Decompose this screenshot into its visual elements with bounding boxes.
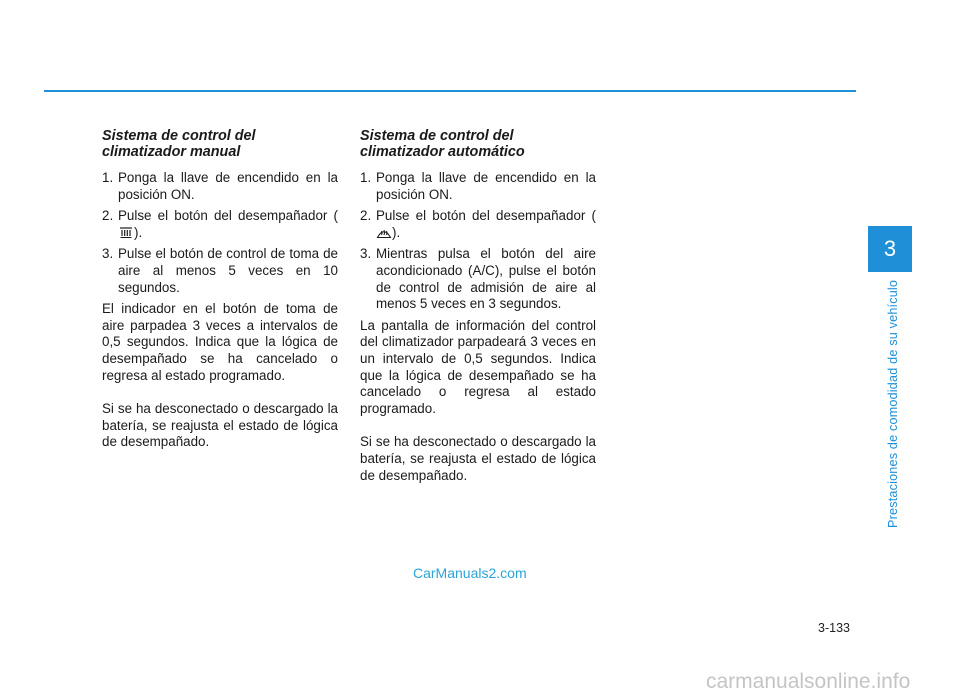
step-item: 2. Pulse el botón del desempañador (). [102, 208, 338, 240]
header-rule [44, 90, 856, 92]
front-defrost-icon [376, 225, 392, 239]
steps-list [102, 170, 338, 296]
chapter-label: Prestaciones de comodidad de su vehículo [886, 279, 900, 528]
body-paragraph: La pantalla de información del control del climatizador parpadeará 3 veces en un intervalo de 0,5 segundos. Indica que la lógica de desempañado se ha cancelado o regresa al estado programado. [360, 317, 596, 416]
body-paragraph: El indicador en el botón de toma de aire parpadea 3 veces a intervalos de 0,5 segundos. Indica que la lógica de desempañado se ha cancelado o regresa al estado programado. [102, 301, 338, 383]
step-item: 3. Pulse el botón de control de toma de aire al menos 5 veces en 10 segundos. [102, 246, 338, 295]
section-title: Sistema de control del climatizador manual [102, 128, 256, 160]
step-item: 3. Mientras pulsa el botón del aire acondicionado (A/C), pulse el botón de control de admisión de aire al menos 5 veces en 3 segundos. [360, 246, 596, 312]
step-item: 2. Pulse el botón del desempañador (). [360, 208, 596, 240]
steps-list [360, 170, 596, 313]
manual-climate-section [102, 128, 338, 468]
chapter-tab: 3 [868, 226, 912, 272]
step-item: 1. Ponga la llave de encendido en la posición ON. [360, 170, 596, 202]
section-title: Sistema de control del climatizador automático [360, 128, 525, 160]
body-paragraph: Si se ha desconectado o descargado la batería, se reajusta el estado de lógica de desempañado. [102, 401, 338, 450]
automatic-climate-section [360, 128, 596, 501]
watermark-carmanualsonline: carmanualsonline.info [706, 670, 911, 693]
body-paragraph: Si se ha desconectado o descargado la batería, se reajusta el estado de lógica de desempañado. [360, 434, 596, 483]
rear-defrost-icon [118, 225, 134, 239]
page-number: 3-133 [818, 621, 850, 635]
watermark-carmanuals2: CarManuals2.com [413, 565, 527, 581]
step-item: 1. Ponga la llave de encendido en la posición ON. [102, 170, 338, 202]
